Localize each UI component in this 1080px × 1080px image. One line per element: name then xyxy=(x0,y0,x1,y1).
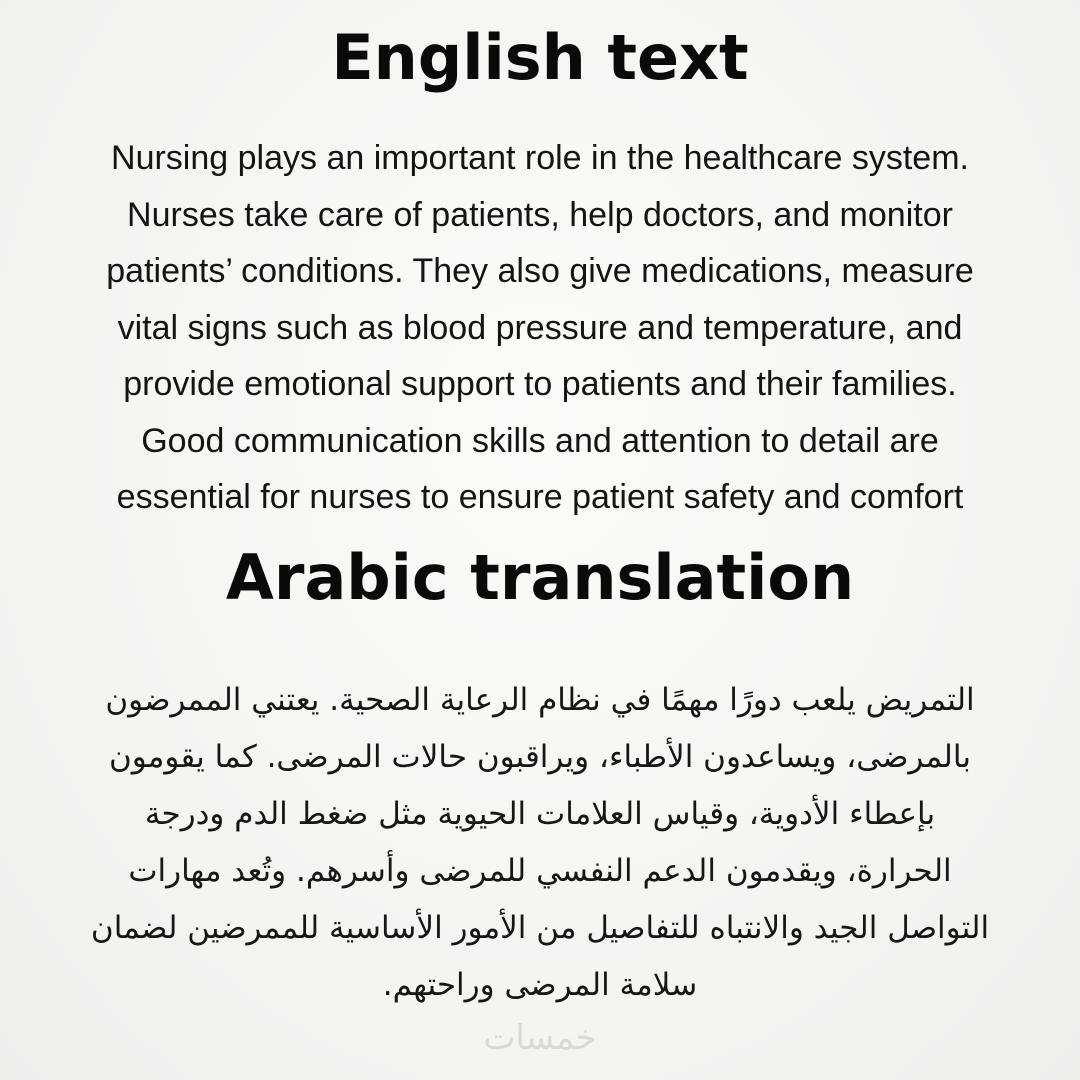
arabic-paragraph xyxy=(10,672,1070,1014)
english-line: Good communication skills and attention to detail are xyxy=(141,421,939,460)
english-line: provide emotional support to patients and their families. xyxy=(123,365,957,403)
arabic-line: التواصل الجيد والانتباه للتفاصيل من الأمور الأساسية للممرضين لضمان xyxy=(90,910,990,946)
english-heading: English text xyxy=(331,21,749,94)
arabic-line: التمريض يلعب دورًا مهمًا في نظام الرعاية الصحية. يعتني الممرضون xyxy=(105,682,975,718)
arabic-line: سلامة المرضى وراحتهم. xyxy=(382,967,698,1003)
arabic-line: الحرارة، ويقدمون الدعم النفسي للمرضى وأسرهم. وتُعد مهارات xyxy=(128,853,952,889)
english-line: vital signs such as blood pressure and temperature, and xyxy=(117,308,963,347)
english-line: essential for nurses to ensure patient safety and comfort xyxy=(116,478,964,516)
arabic-heading: Arabic translation xyxy=(225,541,855,614)
arabic-line: بإعطاء الأدوية، وقياس العلامات الحيوية مثل ضغط الدم ودرجة xyxy=(144,796,936,832)
english-line: patients’ conditions. They also give medications, measure xyxy=(106,252,974,290)
watermark-logo: خمسات xyxy=(483,1018,597,1058)
english-paragraph xyxy=(20,130,1060,526)
english-line: Nurses take care of patients, help doctors, and monitor xyxy=(127,195,953,234)
english-line: Nursing plays an important role in the healthcare system. xyxy=(111,139,969,177)
arabic-line: بالمرضى، ويساعدون الأطباء، ويراقبون حالات المرضى. كما يقومون xyxy=(109,739,971,775)
